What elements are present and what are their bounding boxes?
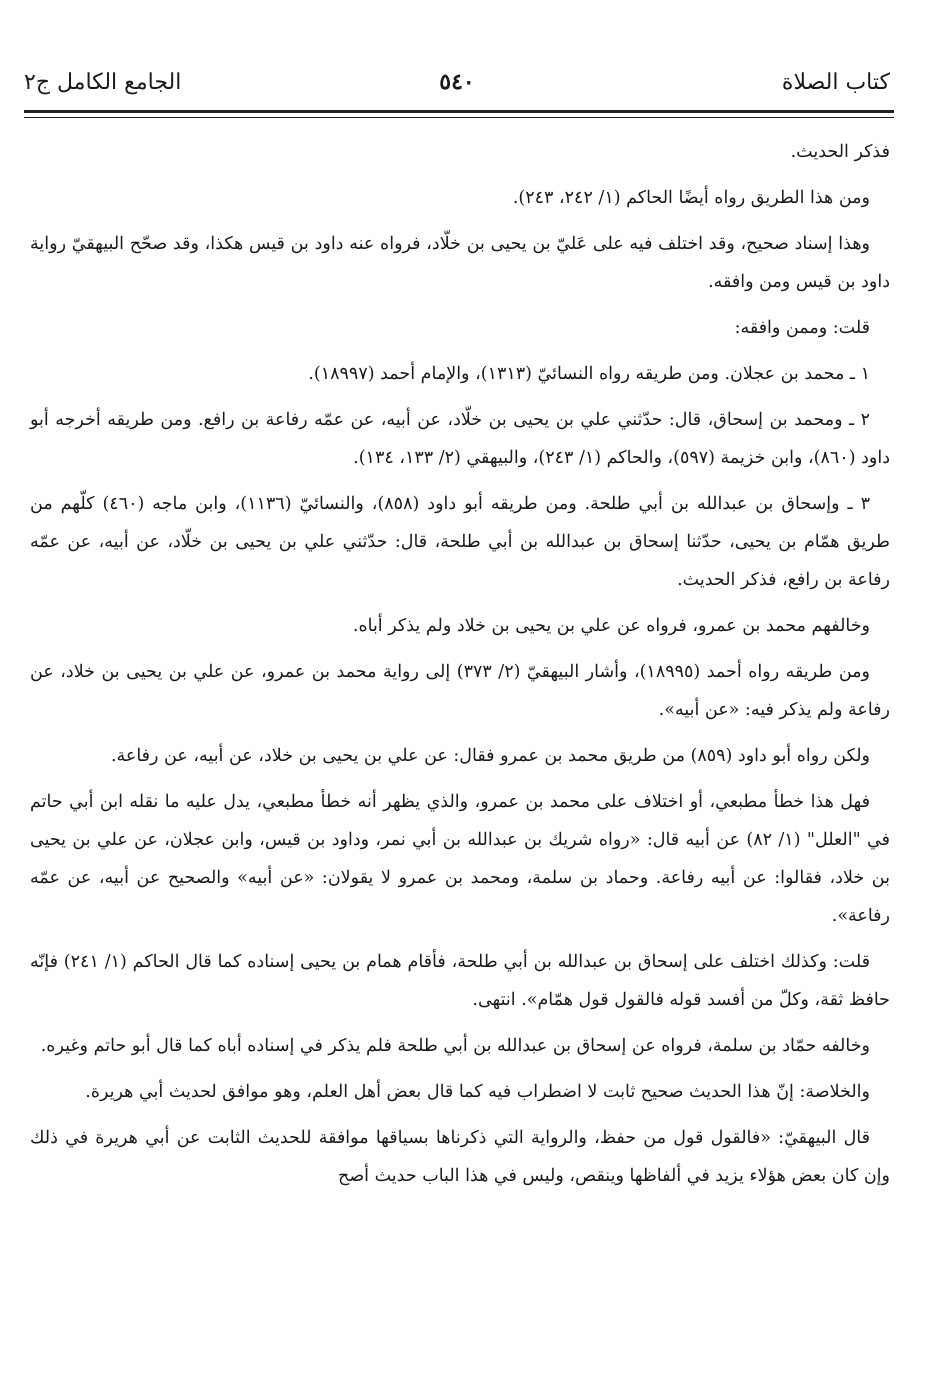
header-rule-thin bbox=[24, 117, 894, 118]
page-number: ٥٤٠ bbox=[439, 69, 475, 95]
paragraph: والخلاصة: إنّ هذا الحديث صحيح ثابت لا اضطراب فيه كما قال بعض أهل العلم، وهو موافق لحديث أبي هريرة. bbox=[85, 1082, 870, 1102]
paragraph: ٣ ـ وإسحاق بن عبدالله بن أبي طلحة. ومن طريقه أبو داود (٨٥٨)، والنسائيّ (١١٣٦)، وابن ماجه (٤٦٠) كلّهم من طريق همّام بن يحيى، حدّثنا إسحاق بن عبدالله بن أبي طلحة، قال: حدّثني علي بن يحيى بن خلّاد، عن أبيه، عن عمّه رفاعة بن رافع، فذكر الحديث. bbox=[30, 494, 890, 590]
paragraph: وهذا إسناد صحيح، وقد اختلف فيه على عَليّ بن يحيى بن خلّاد، فرواه عنه داود بن قيس هكذا، وقد صحّح البيهقيّ رواية داود بن قيس ومن وافقه. bbox=[30, 234, 890, 292]
paragraph: ٢ ـ ومحمد بن إسحاق، قال: حدّثني علي بن يحيى بن خلّاد، عن أبيه، عن عمّه رفاعة بن رافع. ومن طريقه أخرجه أبو داود (٨٦٠)، وابن خزيمة (٥٩٧)، والحاكم (١/ ٢٤٣)، والبيهقي (٢/ ١٣٣، ١٣٤). bbox=[30, 410, 890, 468]
page-body bbox=[30, 133, 890, 1203]
book-title: الجامع الكامل ج٢ bbox=[24, 69, 182, 95]
paragraph: ومن طريقه رواه أحمد (١٨٩٩٥)، وأشار البيهقيّ (٢/ ٣٧٣) إلى رواية محمد بن عمرو، عن علي بن يحيى بن خلاد، عن رفاعة ولم يذكر فيه: «عن أبيه». bbox=[30, 662, 890, 720]
paragraph: وخالفهم محمد بن عمرو، فرواه عن علي بن يحيى بن خلاد ولم يذكر أباه. bbox=[352, 616, 870, 636]
chapter-title: كتاب الصلاة bbox=[781, 69, 890, 95]
paragraph: قلت: وممن وافقه: bbox=[734, 318, 870, 338]
paragraph: ومن هذا الطريق رواه أيضًا الحاكم (١/ ٢٤٢، ٢٤٣). bbox=[512, 188, 870, 208]
running-header bbox=[24, 62, 890, 102]
paragraph: وخالفه حمّاد بن سلمة، فرواه عن إسحاق بن عبدالله بن أبي طلحة فلم يذكر في إسناده أباه كما قال أبو حاتم وغيره. bbox=[40, 1036, 870, 1056]
paragraph: قلت: وكذلك اختلف على إسحاق بن عبدالله بن أبي طلحة، فأقام همام بن يحيى إسناده كما قال الحاكم (١/ ٢٤١) فإنّه حافظ ثقة، وكلّ من أفسد قوله فالقول قول همّام». انتهى. bbox=[30, 952, 890, 1010]
header-rule-thick bbox=[24, 110, 894, 113]
paragraph: ١ ـ محمد بن عجلان. ومن طريقه رواه النسائيّ (١٣١٣)، والإمام أحمد (١٨٩٩٧). bbox=[308, 364, 870, 384]
paragraph: فذكر الحديث. bbox=[790, 142, 890, 162]
paragraph: قال البيهقيّ: «فالقول قول من حفظ، والرواية التي ذكرناها بسياقها موافقة للحديث الثابت عن أبي هريرة في ذلك وإن كان بعض هؤلاء يزيد في ألفاظها وينقص، وليس في هذا الباب حديث أصح bbox=[30, 1128, 890, 1186]
paragraph: فهل هذا خطأ مطبعي، أو اختلاف على محمد بن عمرو، والذي يظهر أنه خطأ مطبعي، يدل عليه ما نقله ابن أبي حاتم في "العلل" (١/ ٨٢) عن أبيه قال: «رواه شريك بن عبدالله بن أبي نمر، وداود بن قيس، وابن عجلان، عن علي بن يحيى بن خلاد، فقالوا: عن أبيه رفاعة. وحماد بن سلمة، ومحمد بن عمرو لا يقولان: «عن أبيه» والصحيح عن أبيه، عن عمّه رفاعة». bbox=[30, 792, 890, 926]
paragraph: ولكن رواه أبو داود (٨٥٩) من طريق محمد بن عمرو فقال: عن علي بن يحيى بن خلاد، عن أبيه، عن رفاعة. bbox=[110, 746, 870, 766]
